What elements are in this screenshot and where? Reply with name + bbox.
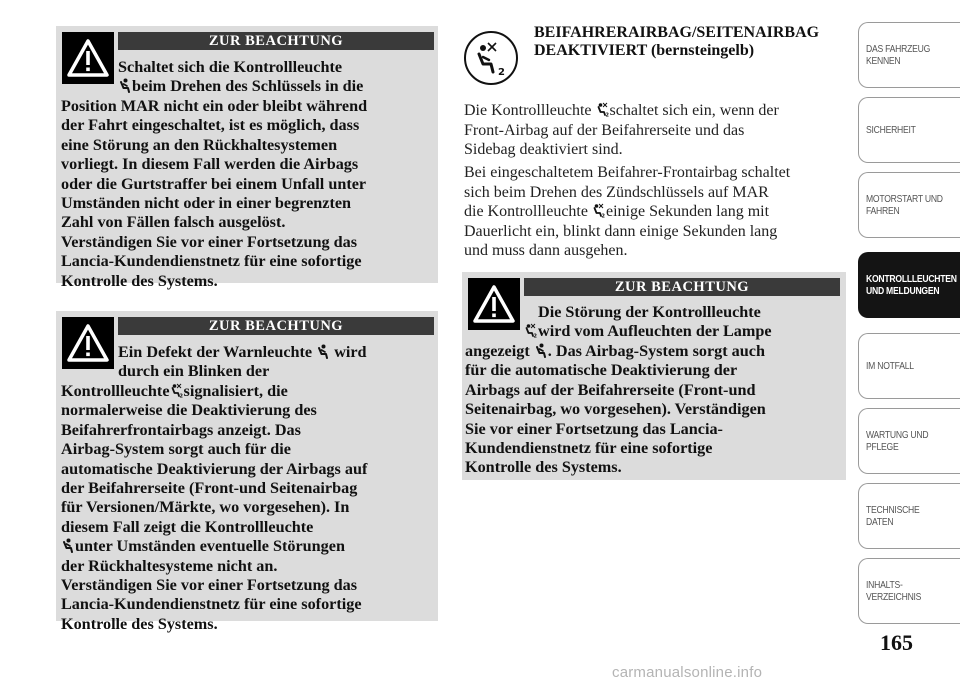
warning-box-3 (462, 272, 846, 480)
airbag-seat-icon (317, 344, 329, 359)
warning-line: beim Drehen des Schlüssels in die (132, 77, 364, 96)
warning-line: Zahl von Fällen falsch ausgelöst. (61, 213, 286, 232)
warning-line: unter Umständen eventuelle Störungen (75, 537, 345, 556)
warning-line: Kontrolle des Systems. (61, 614, 218, 633)
tab-im-notfall[interactable]: IM NOTFALL (858, 333, 960, 399)
warning-line: Umständen nicht oder in einer begrenzten (61, 194, 352, 213)
warning-line: signalisiert, die (183, 382, 288, 400)
passenger-airbag-off-icon (597, 102, 609, 117)
passenger-airbag-off-icon (525, 323, 537, 338)
warning-triangle-icon (62, 317, 114, 369)
section-paragraph-2: Bei eingeschaltetem Beifahrer-Frontairbag schaltet sich beim Drehen des Zündschlüssels auf MAR die Kontrollleuchte einige Sekunden lang mit Dauerlicht ein, blinkt dann einige Sekunden lang und muss dann ausgehen. (464, 164, 791, 260)
warning-header: ZUR BEACHTUNG (118, 317, 434, 335)
warning-line: Lancia-Kundendienstnetz für eine sofortige (61, 595, 362, 614)
airbag-seat-icon (119, 78, 131, 93)
warning-line: Beifahrerfrontairbags anzeigt. Das (61, 420, 301, 439)
warning-line: der Fahrt eingeschaltet, ist es möglich, dass (61, 116, 360, 135)
warning-line: Sie vor einer Fortsetzung das Lancia- (465, 419, 723, 438)
warning-line: . Das Airbag-System sorgt auch (547, 342, 765, 360)
section-paragraph-1: Die Kontrollleuchte schaltet sich ein, wenn der Front-Airbag auf der Beifahrerseite und das Sidebag deaktiviert sind. (464, 102, 779, 159)
warning-line: wird vom Aufleuchten der Lampe (538, 322, 772, 341)
tab-motorstart-und-fahren[interactable]: MOTORSTART UND FAHREN (858, 172, 960, 238)
svg-text:2: 2 (498, 67, 505, 78)
section-heading (534, 24, 819, 60)
tab-technische-daten[interactable]: TECHNISCHE DATEN (858, 483, 960, 549)
warning-line: Ein Defekt der Warnleuchte (118, 343, 313, 361)
warning-line: für die automatische Deaktivierung der (465, 361, 738, 380)
heading-line: BEIFAHRERAIRBAG/SEITENAIRBAG (534, 24, 820, 41)
warning-line: oder die Gurtstraffer bei einem Unfall unter (61, 174, 367, 193)
warning-header: ZUR BEACHTUNG (524, 278, 840, 296)
warning-header: ZUR BEACHTUNG (118, 32, 434, 50)
warning-line: automatische Deaktivierung der Airbags auf (61, 459, 368, 478)
passenger-airbag-off-icon (171, 383, 183, 398)
warning-line: Position MAR nicht ein oder bleibt während (61, 97, 368, 115)
warning-line: Verständigen Sie vor einer Fortsetzung das (61, 576, 358, 595)
warning-line: Kontrollleuchte (61, 382, 170, 400)
warning-line: eine Störung an den Rückhaltesystemen (61, 135, 338, 154)
warning-line: Airbag-System sorgt auch für die (61, 440, 291, 459)
warning-line: angezeigt (465, 342, 530, 360)
page-number: 165 (880, 630, 913, 655)
warning-text (118, 58, 363, 97)
warning-text-body (61, 382, 367, 634)
warning-text (118, 343, 367, 382)
warning-box-2 (56, 311, 438, 633)
warning-text-body (61, 97, 367, 291)
warning-triangle-icon (62, 32, 114, 84)
heading-line: DEAKTIVIERT (bernsteingelb) (534, 42, 755, 59)
warning-line: vorliegt. In diesem Fall werden die Airbags (61, 155, 359, 174)
tab-das-fahrzeug-kennen[interactable]: DAS FAHRZEUG KENNEN (858, 22, 960, 88)
watermark: carmanualsonline.info (612, 664, 763, 681)
warning-triangle-icon (468, 278, 520, 330)
tab-sicherheit[interactable]: SICHERHEIT (858, 97, 960, 163)
warning-line: der Beifahrerseite (Front-und Seitenairbag (61, 479, 358, 498)
passenger-airbag-off-icon (463, 30, 519, 86)
passenger-airbag-off-icon (593, 203, 605, 218)
airbag-seat-icon (62, 538, 74, 553)
warning-line: der Rückhaltesysteme nicht an. (61, 556, 278, 575)
warning-line: Kontrolle des Systems. (465, 458, 622, 477)
warning-line: für Versionen/Märkte, wo vorgesehen). In (61, 498, 350, 517)
warning-line: Schaltet sich die Kontrollleuchte (118, 58, 343, 76)
warning-line: durch ein Blinken der (118, 362, 270, 381)
warning-text-body (465, 342, 766, 478)
warning-line: wird (334, 343, 367, 361)
tab-inhaltsverzeichnis[interactable]: INHALTS- VERZEICHNIS (858, 558, 960, 624)
airbag-seat-icon (535, 343, 547, 358)
warning-line: Verständigen Sie vor einer Fortsetzung das (61, 232, 358, 251)
warning-line: Lancia-Kundendienstnetz für eine sofortige (61, 252, 362, 271)
warning-box-1 (56, 26, 438, 290)
tab-wartung-und-pflege[interactable]: WARTUNG UND PFLEGE (858, 408, 960, 474)
warning-line: Seitenairbag, wo vorgesehen). Verständigen (465, 400, 766, 419)
warning-line: Airbags auf der Beifahrerseite (Front-und (465, 380, 756, 399)
warning-line: Kundendienstnetz für eine sofortige (465, 439, 713, 458)
tab-kontrollleuchten-und-meldungen[interactable]: KONTROLLLEUCHTEN UND MELDUNGEN (858, 252, 960, 318)
warning-line: Die Störung der Kontrollleuchte (538, 303, 761, 321)
warning-text (524, 303, 772, 342)
warning-line: Kontrolle des Systems. (61, 271, 218, 290)
warning-line: normalerweise die Deaktivierung des (61, 401, 317, 420)
warning-line: diesem Fall zeigt die Kontrollleuchte (61, 517, 314, 536)
